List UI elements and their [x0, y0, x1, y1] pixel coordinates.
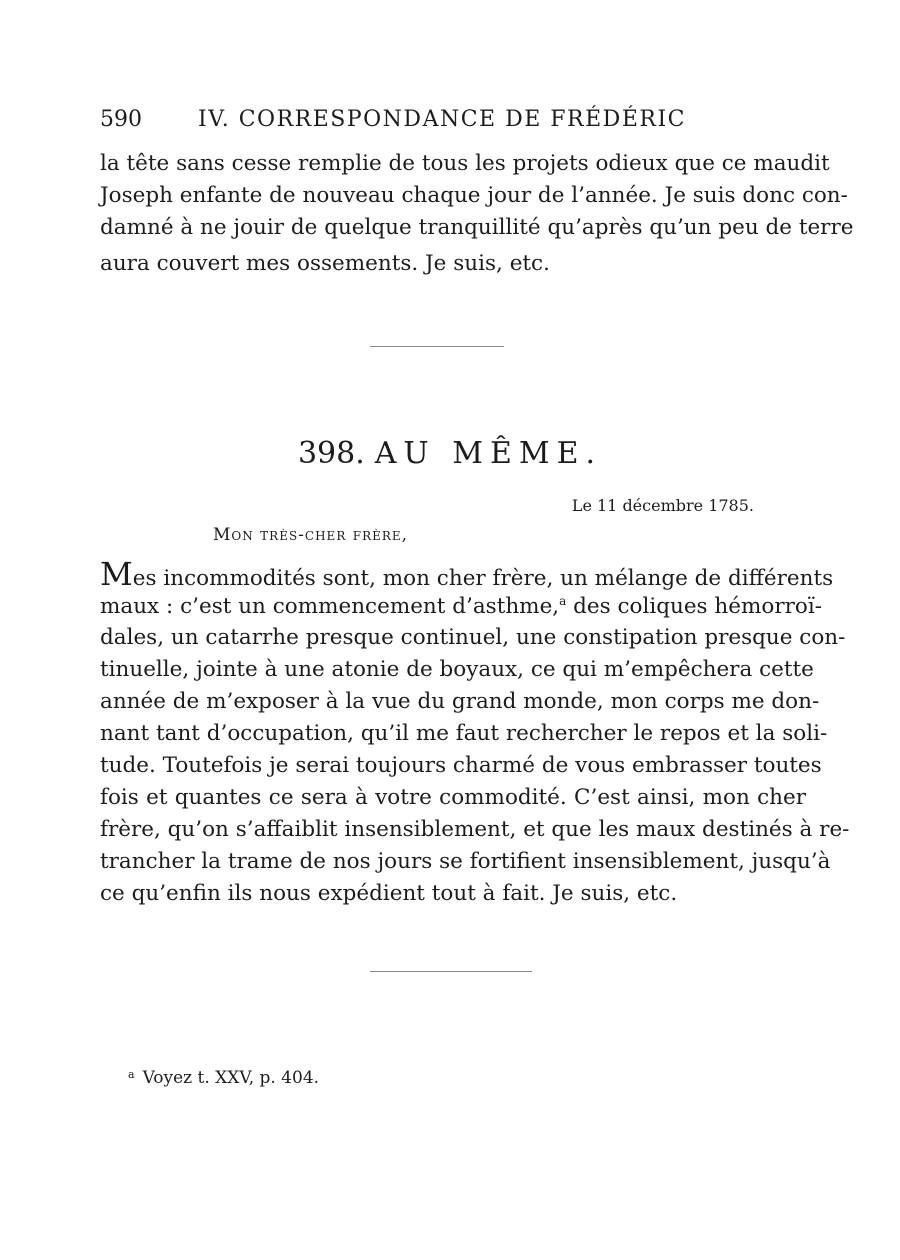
letter-heading	[0, 432, 900, 476]
salutation: Mon très-cher frère,	[213, 525, 409, 545]
section-divider	[370, 971, 532, 972]
text-line: nant tant d’occupation, qu’il me faut rechercher le repos et la soli-	[100, 721, 828, 746]
text-run: es incommodités sont, mon cher frère, un mélange de différents	[132, 566, 834, 591]
running-title: IV. CORRESPONDANCE DE FRÉDÉRIC	[198, 107, 686, 132]
text-line: fois et quantes ce sera à votre commodité. C’est ainsi, mon cher	[100, 785, 806, 810]
section-divider	[370, 346, 504, 347]
text-line: la tête sans cesse remplie de tous les projets odieux que ce maudit	[100, 151, 830, 176]
text-line: dales, un catarrhe presque continuel, une constipation presque con-	[100, 625, 846, 650]
running-head	[100, 105, 710, 135]
text-line: ce qu’enfin ils nous expédient tout à fait. Je suis, etc.	[100, 881, 678, 906]
text-line: Joseph enfante de nouveau chaque jour de l’année. Je suis donc con-	[100, 183, 848, 208]
text-line: trancher la trame de nos jours se fortifient insensiblement, jusqu’à	[100, 849, 831, 874]
letter-title: AU MÊME.	[374, 436, 603, 471]
letter-number: 398.	[297, 436, 365, 471]
text-line	[100, 555, 834, 595]
footnote	[128, 1062, 319, 1091]
text-run: des coliques hémorroï-	[566, 594, 822, 619]
footnote-text: Voyez t. XXV, p. 404.	[142, 1068, 320, 1088]
text-line: tinuelle, jointe à une atonie de boyaux, ce qui m’empêchera cette	[100, 657, 814, 682]
text-line: aura couvert mes ossements. Je suis, etc.	[100, 251, 550, 276]
text-line: damné à ne jouir de quelque tranquillité qu’après qu’un peu de terre	[100, 215, 854, 240]
text-run: maux : c’est un commencement d’asthme,	[100, 594, 560, 619]
drop-cap: M	[100, 555, 133, 593]
page-number: 590	[100, 107, 142, 132]
footnote-mark: a	[128, 1068, 135, 1081]
text-line: tude. Toutefois je serai toujours charmé de vous embrasser toutes	[100, 753, 822, 778]
letter-date: Le 11 décembre 1785.	[571, 496, 754, 515]
text-line	[100, 591, 822, 623]
footnote-reference[interactable]: a	[559, 594, 567, 608]
text-line: frère, qu’on s’affaiblit insensiblement, et que les maux destinés à re-	[100, 817, 850, 842]
text-line: année de m’exposer à la vue du grand monde, mon corps me don-	[100, 689, 820, 714]
